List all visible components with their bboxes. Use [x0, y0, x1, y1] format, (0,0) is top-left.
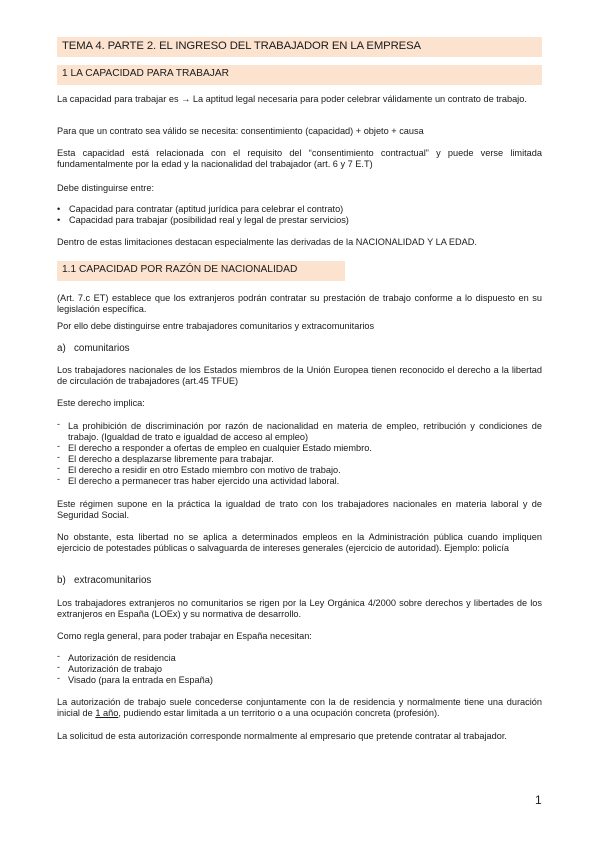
title-band	[57, 37, 542, 57]
bullet-text: Capacidad para trabajar (posibilidad real y legal de prestar servicios)	[69, 215, 349, 225]
page-title: TEMA 4. PARTE 2. EL INGRESO DEL TRABAJADOR EN LA EMPRESA	[62, 40, 421, 52]
dash-item	[57, 465, 542, 476]
bullet-item	[57, 204, 343, 215]
underlined-text: 1 año	[95, 708, 119, 718]
paragraph: Esta capacidad está relacionada con el requisito del “consentimiento contractual” y puede verse limitada fundamentalmente por la edad y la nacionalidad del trabajador (art. 6 y 7 E.T)	[57, 148, 542, 169]
dash-marker: -	[57, 474, 60, 484]
dash-marker: -	[57, 662, 60, 672]
dash-item	[57, 421, 542, 443]
dash-text: El derecho a desplazarse libremente para trabajar.	[68, 454, 274, 464]
paragraph: Por ello debe distinguirse entre trabajadores comunitarios y extracomunitarios	[57, 321, 375, 331]
paragraph: Los trabajadores nacionales de los Estados miembros de la Unión Europea tienen reconocido el derecho a la libertad de circulación de trabajadores (art.45 TFUE)	[57, 365, 542, 386]
dash-marker: -	[57, 673, 60, 683]
paragraph: La capacidad para trabajar es → La aptitud legal necesaria para poder celebrar válidamente un contrato de trabajo.	[57, 94, 527, 104]
paragraph: Este régimen supone en la práctica la igualdad de trato con los trabajadores nacionales en materia laboral y de Seguridad Social.	[57, 499, 542, 520]
bullet-item	[57, 215, 349, 226]
subheading-b	[57, 575, 151, 586]
dash-item	[57, 653, 542, 664]
text-run: La autorización de trabajo suele concederse conjuntamente con la de residencia y normalmente tiene una duración inicial de	[57, 697, 542, 718]
dash-marker: -	[57, 419, 60, 429]
section-1-heading: 1 LA CAPACIDAD PARA TRABAJAR	[62, 68, 230, 79]
paragraph: Los trabajadores extranjeros no comunitarios se rigen por la Ley Orgánica 4/2000 sobre derechos y libertades de los extranjeros en España (LOEx) y su normativa de desarrollo.	[57, 598, 542, 619]
dash-text: El derecho a residir en otro Estado miembro con motivo de trabajo.	[68, 465, 341, 475]
dash-text: Autorización de trabajo	[68, 664, 162, 674]
subheading-label: a)	[57, 343, 66, 354]
page-number: 1	[535, 793, 542, 807]
subheading-label: b)	[57, 575, 66, 586]
section-1-1-heading: 1.1 CAPACIDAD POR RAZÓN DE NACIONALIDAD	[62, 264, 298, 275]
bullet-marker: •	[57, 204, 61, 214]
text-run: , pudiendo estar limitada a un territorio o a una ocupación concreta (profesión).	[118, 708, 440, 718]
dash-text: Visado (para la entrada en España)	[68, 675, 213, 685]
paragraph: Dentro de estas limitaciones destacan especialmente las derivadas de la NACIONALIDAD Y LA EDAD.	[57, 237, 477, 247]
paragraph: Este derecho implica:	[57, 398, 145, 408]
dash-text: El derecho a permanecer tras haber ejercido una actividad laboral.	[68, 476, 340, 486]
paragraph: Para que un contrato sea válido se necesita: consentimiento (capacidad) + objeto + causa	[57, 126, 424, 136]
dash-item	[57, 675, 542, 686]
paragraph: No obstante, esta libertad no se aplica a determinados empleos en la Administración pública cuando impliquen ejercicio de potestades públicas o salvaguarda de intereses generales (ejercicio de autoridad). Ejemplo: policía	[57, 532, 542, 553]
dash-text: La prohibición de discriminación por razón de nacionalidad en materia de empleo, retribución y condiciones de trabajo. (Igualdad de trato e igualdad de acceso al empleo)	[68, 421, 542, 442]
paragraph: La solicitud de esta autorización corresponde normalmente al empresario que pretende contratar al trabajador.	[57, 731, 507, 741]
dash-item	[57, 664, 542, 675]
bullet-marker: •	[57, 215, 61, 225]
section-1-1-band	[57, 261, 345, 281]
paragraph: Como regla general, para poder trabajar en España necesitan:	[57, 631, 312, 641]
bullet-text: Capacidad para contratar (aptitud jurídica para celebrar el contrato)	[69, 204, 344, 214]
section-1-band	[57, 65, 542, 85]
dash-marker: -	[57, 651, 60, 661]
dash-text: Autorización de residencia	[68, 653, 176, 663]
dash-item	[57, 454, 542, 465]
dash-text: El derecho a responder a ofertas de empleo en cualquier Estado miembro.	[68, 443, 372, 453]
dash-marker: -	[57, 452, 60, 462]
subheading-text: comunitarios	[74, 343, 130, 354]
dash-marker: -	[57, 463, 60, 473]
subheading-text: extracomunitarios	[74, 575, 152, 586]
dash-item	[57, 476, 542, 487]
dash-item	[57, 443, 542, 454]
paragraph: Debe distinguirse entre:	[57, 183, 155, 193]
dash-marker: -	[57, 441, 60, 451]
subheading-a	[57, 343, 130, 354]
paragraph	[57, 697, 542, 719]
paragraph: (Art. 7.c ET) establece que los extranjeros podrán contratar su prestación de trabajo conforme a lo dispuesto en su legislación específica.	[57, 293, 542, 314]
